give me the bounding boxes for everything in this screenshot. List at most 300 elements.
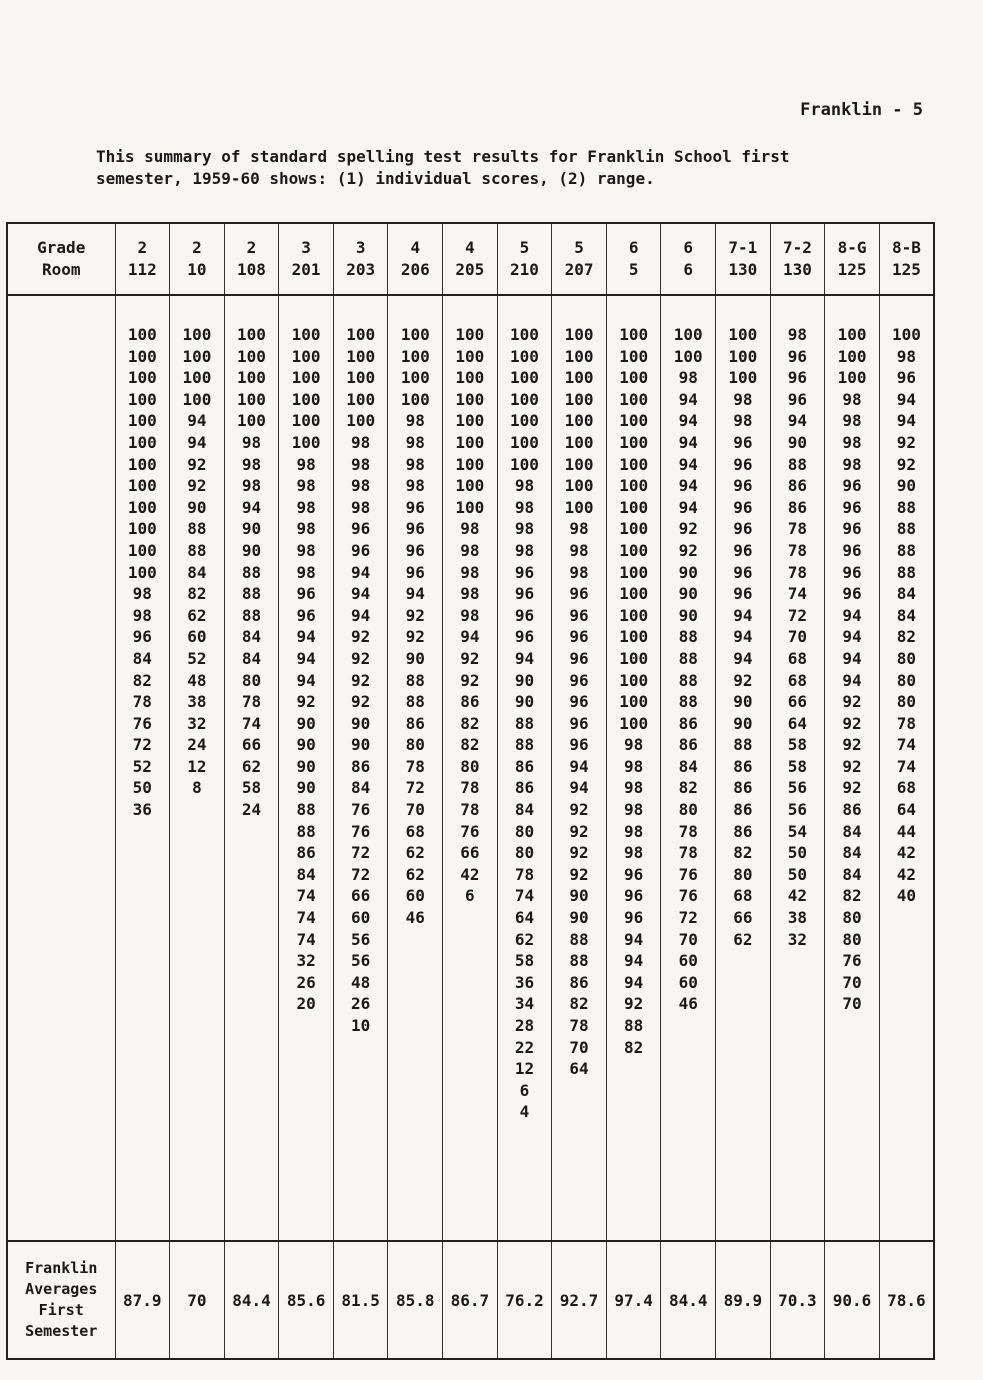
score-value: 86 xyxy=(733,800,753,820)
score-value: 94 xyxy=(733,648,753,668)
score-value: 100 xyxy=(455,368,485,388)
grade-value: 2 xyxy=(192,238,202,257)
score-value: 90 xyxy=(678,605,698,625)
score-value: 96 xyxy=(514,562,535,582)
room-value: 5 xyxy=(628,260,639,279)
score-value: 86 xyxy=(351,756,371,776)
score-value: 100 xyxy=(619,713,649,733)
scores-cell xyxy=(606,295,661,1241)
score-value: 42 xyxy=(460,864,480,884)
score-value: 90 xyxy=(351,713,371,733)
score-value: 100 xyxy=(346,368,376,388)
score-value: 98 xyxy=(296,497,316,517)
score-value: 100 xyxy=(619,497,649,517)
score-value: 100 xyxy=(510,325,539,344)
score-value: 88 xyxy=(514,735,535,755)
scores-cell xyxy=(661,295,716,1241)
score-value: 96 xyxy=(351,519,371,539)
score-value: 88 xyxy=(896,519,917,539)
score-value: 64 xyxy=(569,1059,589,1079)
score-value: 88 xyxy=(514,713,535,733)
score-value: 100 xyxy=(728,346,758,366)
score-value: 90 xyxy=(787,432,808,452)
score-value: 90 xyxy=(678,562,698,582)
score-value: 52 xyxy=(187,648,207,668)
score-value: 100 xyxy=(455,476,485,496)
score-value: 88 xyxy=(678,627,698,647)
score-value: 92 xyxy=(460,648,480,668)
score-value: 96 xyxy=(733,497,753,517)
score-value: 90 xyxy=(241,540,262,560)
score-value: 60 xyxy=(351,908,371,928)
column-header xyxy=(333,223,388,295)
score-value: 100 xyxy=(455,497,485,517)
score-value: 80 xyxy=(514,821,535,841)
score-value: 56 xyxy=(787,800,808,820)
score-value: 32 xyxy=(296,951,316,971)
score-value: 92 xyxy=(842,778,862,798)
score-value: 100 xyxy=(400,368,430,388)
score-value: 100 xyxy=(400,346,430,366)
score-value: 100 xyxy=(564,368,594,388)
score-value: 80 xyxy=(842,908,862,928)
score-value: 100 xyxy=(455,389,485,409)
score-value: 50 xyxy=(787,843,808,863)
score-value: 88 xyxy=(187,519,207,539)
score-value: 90 xyxy=(569,886,589,906)
score-value: 80 xyxy=(514,843,535,863)
score-value: 62 xyxy=(405,864,425,884)
average-value: 85.8 xyxy=(388,1241,443,1359)
score-value: 74 xyxy=(514,886,535,906)
score-value: 98 xyxy=(678,368,698,388)
average-value: 97.4 xyxy=(606,1241,661,1359)
score-value: 80 xyxy=(460,756,480,776)
score-value: 92 xyxy=(678,540,698,560)
score-value: 96 xyxy=(132,627,152,647)
score-value: 56 xyxy=(787,778,808,798)
column-header xyxy=(606,223,661,295)
average-value: 76.2 xyxy=(497,1241,552,1359)
room-value: 206 xyxy=(400,260,430,279)
score-value: 70 xyxy=(842,972,862,992)
score-value: 98 xyxy=(733,389,753,409)
score-value: 98 xyxy=(351,432,371,452)
score-value: 66 xyxy=(460,843,480,863)
score-value: 50 xyxy=(787,864,808,884)
score-value: 98 xyxy=(842,454,862,474)
score-value: 94 xyxy=(678,476,698,496)
score-value: 100 xyxy=(564,476,594,496)
score-value: 88 xyxy=(678,692,698,712)
score-value: 98 xyxy=(241,476,262,496)
grade-value: 5 xyxy=(574,238,584,257)
score-value: 96 xyxy=(733,476,753,496)
score-value: 94 xyxy=(241,497,262,517)
score-value: 100 xyxy=(619,325,649,344)
scores-list xyxy=(170,324,224,799)
score-value: 96 xyxy=(624,864,644,884)
score-value: 96 xyxy=(733,584,753,604)
score-value: 92 xyxy=(351,627,371,647)
score-value: 98 xyxy=(733,411,753,431)
score-value: 86 xyxy=(733,821,753,841)
score-value: 88 xyxy=(569,951,589,971)
averages-label-line: Franklin xyxy=(25,1259,98,1277)
score-value: 94 xyxy=(351,562,371,582)
intro-text xyxy=(96,146,896,190)
score-value: 98 xyxy=(842,432,862,452)
grade-value: 8-G xyxy=(837,238,867,257)
score-value: 88 xyxy=(896,540,917,560)
score-value: 60 xyxy=(678,951,698,971)
score-value: 94 xyxy=(678,454,698,474)
score-value: 88 xyxy=(896,562,917,582)
grade-value: 6 xyxy=(683,238,694,257)
score-value: 94 xyxy=(678,411,698,431)
score-value: 60 xyxy=(678,972,698,992)
score-value: 84 xyxy=(514,800,535,820)
score-value: 100 xyxy=(619,605,649,625)
score-value: 80 xyxy=(842,929,862,949)
score-value: 88 xyxy=(296,800,316,820)
average-value: 78.6 xyxy=(879,1241,934,1359)
score-value: 92 xyxy=(678,519,698,539)
score-value: 82 xyxy=(460,713,480,733)
score-value: 100 xyxy=(619,670,649,690)
score-value: 98 xyxy=(624,843,644,863)
score-value: 100 xyxy=(127,454,157,474)
score-value: 10 xyxy=(351,1016,371,1035)
score-value: 70 xyxy=(787,627,808,647)
room-value: 125 xyxy=(837,260,867,279)
score-value: 36 xyxy=(132,800,152,820)
scores-cell xyxy=(224,295,279,1241)
score-value: 96 xyxy=(842,540,862,560)
score-value: 100 xyxy=(619,454,649,474)
score-value: 84 xyxy=(896,584,917,604)
score-value: 92 xyxy=(569,800,589,820)
score-value: 92 xyxy=(296,692,316,712)
score-value: 74 xyxy=(241,713,262,733)
score-value: 98 xyxy=(569,562,589,582)
score-value: 72 xyxy=(351,843,371,863)
room-value: 130 xyxy=(728,260,758,279)
averages-row xyxy=(7,1241,934,1359)
score-value: 80 xyxy=(405,735,425,755)
score-value: 100 xyxy=(619,584,649,604)
score-value: 100 xyxy=(891,325,921,344)
score-value: 100 xyxy=(237,411,266,431)
score-value: 98 xyxy=(296,562,316,582)
column-header xyxy=(224,223,279,295)
score-value: 98 xyxy=(241,454,262,474)
score-value: 24 xyxy=(241,800,262,820)
score-value: 82 xyxy=(842,886,862,906)
score-value: 70 xyxy=(405,800,425,820)
room-value: 205 xyxy=(455,260,485,279)
score-value: 76 xyxy=(460,821,480,841)
score-value: 92 xyxy=(896,454,917,474)
scores-cell xyxy=(716,295,771,1241)
score-value: 94 xyxy=(624,972,644,992)
score-value: 100 xyxy=(619,540,649,560)
score-value: 94 xyxy=(187,432,207,452)
score-value: 38 xyxy=(787,908,808,928)
average-value: 90.6 xyxy=(825,1241,880,1359)
score-value: 88 xyxy=(733,735,753,755)
score-value: 100 xyxy=(127,389,157,409)
score-value: 94 xyxy=(842,627,862,647)
score-value: 84 xyxy=(187,562,207,582)
score-value: 100 xyxy=(619,692,649,712)
score-value: 86 xyxy=(842,800,862,820)
grade-value: 4 xyxy=(465,238,475,257)
grade-value: 2 xyxy=(137,238,148,257)
score-value: 74 xyxy=(296,908,316,928)
score-value: 96 xyxy=(296,605,316,625)
grade-value: 4 xyxy=(410,238,421,257)
score-value: 90 xyxy=(678,584,698,604)
score-value: 88 xyxy=(624,1016,644,1035)
score-value: 58 xyxy=(514,951,535,971)
score-value: 84 xyxy=(842,864,862,884)
score-value: 86 xyxy=(460,692,480,712)
score-value: 94 xyxy=(624,951,644,971)
column-header xyxy=(170,223,225,295)
score-value: 92 xyxy=(405,627,425,647)
score-value: 84 xyxy=(678,756,698,776)
score-value: 74 xyxy=(896,735,917,755)
score-value: 98 xyxy=(842,411,862,431)
score-value: 82 xyxy=(569,994,589,1014)
score-value: 98 xyxy=(514,476,535,496)
column-header xyxy=(388,223,443,295)
score-value: 96 xyxy=(733,540,753,560)
score-value: 72 xyxy=(405,778,425,798)
score-value: 94 xyxy=(678,497,698,517)
room-value: 210 xyxy=(510,260,539,279)
score-value: 78 xyxy=(405,756,425,776)
grade-value: 6 xyxy=(628,238,639,257)
score-value: 100 xyxy=(237,346,266,366)
average-value: 70.3 xyxy=(770,1241,825,1359)
score-value: 98 xyxy=(296,540,316,560)
score-value: 90 xyxy=(514,670,535,690)
scores-cell xyxy=(388,295,443,1241)
score-value: 96 xyxy=(569,627,589,647)
room-value: 6 xyxy=(683,260,694,279)
score-value: 100 xyxy=(455,325,485,344)
score-value: 62 xyxy=(241,756,262,776)
score-value: 94 xyxy=(351,584,371,604)
score-value: 20 xyxy=(296,994,316,1014)
score-value: 66 xyxy=(733,908,753,928)
score-value: 86 xyxy=(514,778,535,798)
score-value: 80 xyxy=(241,670,262,690)
grade-label: Grade xyxy=(37,238,86,257)
score-value: 92 xyxy=(842,713,862,733)
score-value: 96 xyxy=(569,584,589,604)
score-value: 94 xyxy=(514,648,535,668)
score-value: 96 xyxy=(351,540,371,560)
score-value: 90 xyxy=(351,735,371,755)
score-value: 98 xyxy=(460,519,480,539)
score-value: 100 xyxy=(728,325,758,344)
score-value: 96 xyxy=(405,497,425,517)
score-value: 100 xyxy=(619,432,649,452)
score-value: 96 xyxy=(842,584,862,604)
score-value: 86 xyxy=(678,735,698,755)
grade-value: 5 xyxy=(519,238,530,257)
averages-label xyxy=(7,1241,115,1359)
score-value: 98 xyxy=(460,605,480,625)
score-value: 80 xyxy=(896,670,917,690)
score-value: 6 xyxy=(519,1080,530,1100)
score-value: 68 xyxy=(787,670,808,690)
score-value: 94 xyxy=(569,778,589,798)
score-value: 100 xyxy=(291,325,321,344)
score-value: 98 xyxy=(296,454,316,474)
score-value: 98 xyxy=(514,497,535,517)
score-value: 70 xyxy=(678,929,698,949)
averages-label-line: First xyxy=(38,1301,84,1319)
score-value: 28 xyxy=(514,1016,535,1035)
score-value: 100 xyxy=(619,368,649,388)
score-value: 26 xyxy=(296,972,316,992)
score-value: 100 xyxy=(182,346,212,366)
scores-cell xyxy=(552,295,607,1241)
score-value: 92 xyxy=(842,692,862,712)
scores-cell xyxy=(770,295,825,1241)
score-value: 88 xyxy=(896,497,917,517)
score-value: 100 xyxy=(127,432,157,452)
score-value: 70 xyxy=(842,994,862,1014)
scores-list xyxy=(334,324,388,1037)
scores-list xyxy=(443,324,497,907)
score-value: 100 xyxy=(291,368,321,388)
score-value: 100 xyxy=(619,476,649,496)
scores-list xyxy=(825,324,879,1015)
room-value: 207 xyxy=(564,260,594,279)
score-value: 72 xyxy=(678,908,698,928)
score-value: 98 xyxy=(405,476,425,496)
score-value: 100 xyxy=(510,411,539,431)
score-value: 90 xyxy=(896,476,917,496)
score-value: 96 xyxy=(842,497,862,517)
scores-list xyxy=(880,324,933,907)
score-value: 96 xyxy=(514,584,535,604)
score-value: 100 xyxy=(237,368,266,388)
room-value: 125 xyxy=(891,260,921,279)
score-value: 100 xyxy=(510,389,539,409)
score-value: 90 xyxy=(187,497,207,517)
score-value: 100 xyxy=(619,562,649,582)
score-value: 100 xyxy=(510,368,539,388)
score-value: 82 xyxy=(624,1037,644,1057)
score-value: 34 xyxy=(514,994,535,1014)
score-value: 98 xyxy=(569,540,589,560)
score-value: 60 xyxy=(187,627,207,647)
score-value: 88 xyxy=(241,584,262,604)
score-value: 90 xyxy=(569,908,589,928)
score-value: 92 xyxy=(624,994,644,1014)
score-value: 74 xyxy=(296,929,316,949)
score-value: 100 xyxy=(619,519,649,539)
score-value: 96 xyxy=(569,692,589,712)
score-value: 96 xyxy=(733,562,753,582)
score-value: 80 xyxy=(896,692,917,712)
score-value: 78 xyxy=(132,692,152,712)
grade-value: 3 xyxy=(301,238,311,257)
score-value: 94 xyxy=(787,411,808,431)
score-value: 64 xyxy=(896,800,917,820)
score-value: 84 xyxy=(241,648,262,668)
score-value: 100 xyxy=(564,346,594,366)
score-value: 68 xyxy=(733,886,753,906)
score-value: 100 xyxy=(127,346,157,366)
score-value: 80 xyxy=(733,864,753,884)
score-value: 74 xyxy=(787,584,808,604)
score-value: 98 xyxy=(132,584,152,604)
score-value: 100 xyxy=(237,325,266,344)
score-value: 98 xyxy=(624,800,644,820)
score-value: 48 xyxy=(351,972,371,992)
score-value: 94 xyxy=(351,605,371,625)
score-value: 52 xyxy=(132,756,152,776)
scores-list xyxy=(388,324,442,929)
score-value: 92 xyxy=(569,821,589,841)
room-value: 203 xyxy=(346,260,376,279)
score-value: 82 xyxy=(678,778,698,798)
score-value: 96 xyxy=(405,519,425,539)
scores-list xyxy=(771,324,825,950)
score-value: 96 xyxy=(733,519,753,539)
score-value: 82 xyxy=(132,670,152,690)
column-header xyxy=(879,223,934,295)
average-value: 84.4 xyxy=(224,1241,279,1359)
score-value: 100 xyxy=(346,389,376,409)
score-value: 98 xyxy=(624,778,644,798)
score-value: 100 xyxy=(400,325,430,344)
average-value: 70 xyxy=(170,1241,225,1359)
averages-label-line: Averages xyxy=(25,1280,98,1298)
score-value: 96 xyxy=(624,908,644,928)
scores-cell xyxy=(333,295,388,1241)
score-value: 92 xyxy=(187,476,207,496)
column-header xyxy=(497,223,552,295)
average-value: 87.9 xyxy=(115,1241,170,1359)
score-value: 50 xyxy=(132,778,152,798)
score-value: 86 xyxy=(296,843,316,863)
score-value: 98 xyxy=(896,346,917,366)
column-header xyxy=(279,223,334,295)
header-row xyxy=(7,223,934,295)
intro-line-1: This summary of standard spelling test results for Franklin School first xyxy=(96,147,790,166)
score-value: 100 xyxy=(291,432,321,452)
score-value: 60 xyxy=(405,886,425,906)
score-value: 96 xyxy=(514,605,535,625)
score-value: 98 xyxy=(296,476,316,496)
score-value: 46 xyxy=(678,994,698,1014)
score-value: 100 xyxy=(837,325,867,344)
spelling-scores-table xyxy=(6,222,935,1360)
scores-row xyxy=(7,295,934,1241)
room-value: 10 xyxy=(187,260,207,279)
average-value: 81.5 xyxy=(333,1241,388,1359)
score-value: 100 xyxy=(127,476,157,496)
score-value: 88 xyxy=(678,670,698,690)
